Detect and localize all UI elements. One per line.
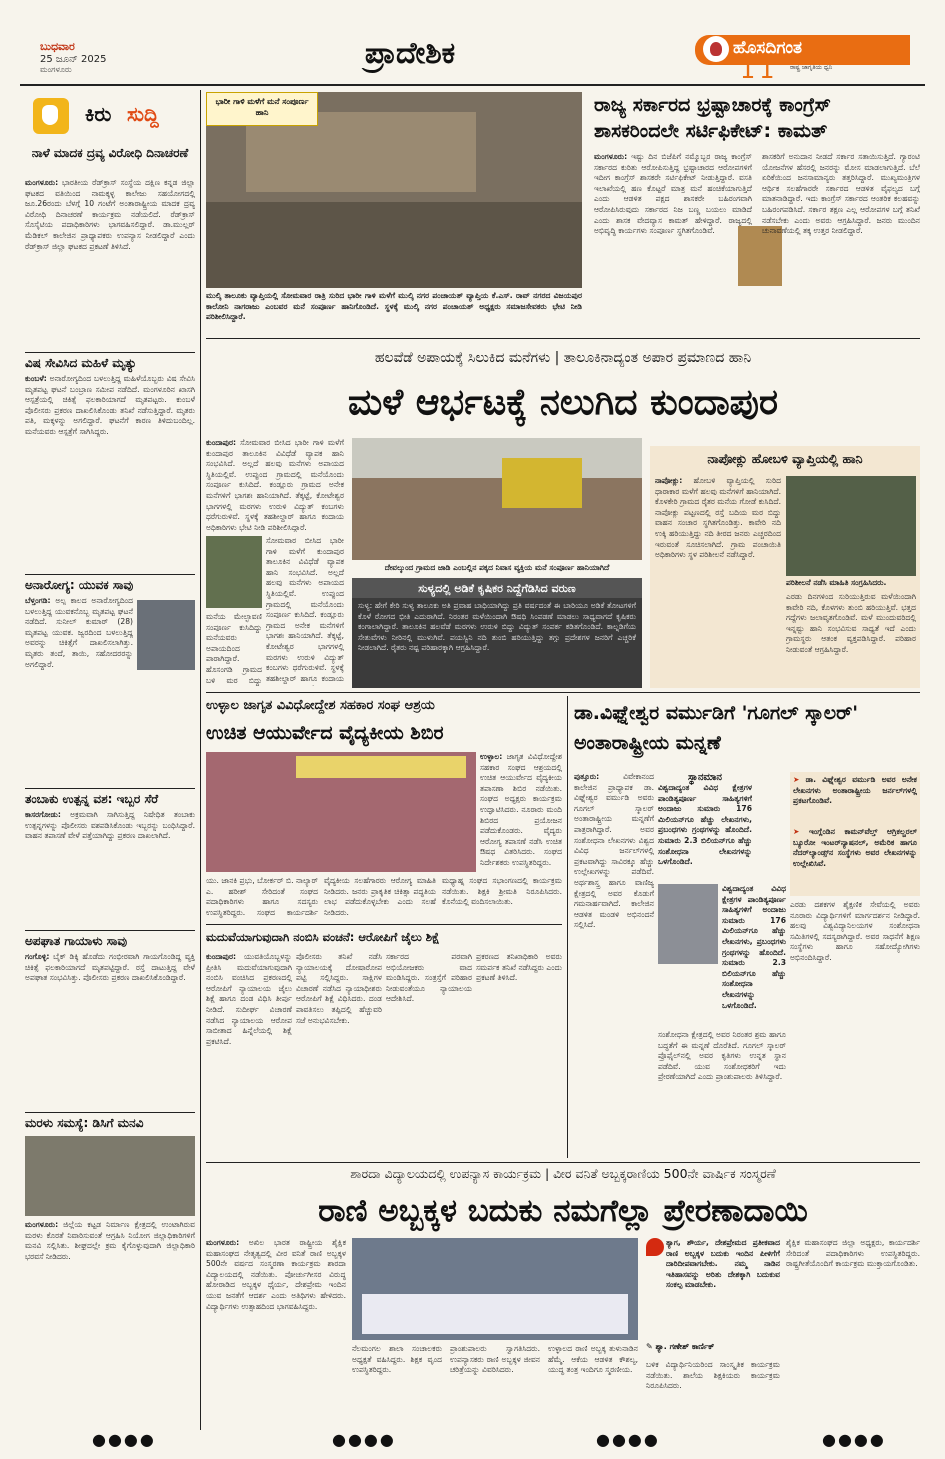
- brief-title: ಅಪಘಾತ ಗಾಯಾಳು ಸಾವು: [25, 934, 128, 948]
- abbakka-headline: ರಾಣಿ ಅಬ್ಬಕ್ಕಳ ಬದುಕು ನಮಗೆಲ್ಲಾ ಪ್ರೇರಣಾದಾಯಿ: [318, 1193, 808, 1229]
- scholar-col-3: ಎರಡು ದಶಕಗಳ ಶೈಕ್ಷಣಿಕ ಸೇವೆಯಲ್ಲಿ ಅವರು ನೂರಾರು ವಿದ್ಯಾರ್ಥಿಗಳಿಗೆ ಮಾರ್ಗದರ್ಶನ ನೀಡಿದ್ದಾರೆ. ಹಲವು ವಿಶ್ವವಿದ್ಯಾನಿಲಯಗಳ ಸಂಶೋಧನಾ ಸಮಿತಿಗಳಲ್ಲಿ ಸದಸ್ಯರಾಗಿದ್ದಾರೆ. ಅವರ ಸಾಧನೆಗೆ ಶಿಕ್ಷಣ ಸಂಸ್ಥೆಗಳು ಹಾಗೂ ಸಹೋದ್ಯೋಗಿಗಳು ಅಭಿನಂದಿಸಿದ್ದಾರೆ.: [790, 900, 920, 962]
- sullia-title: ಸುಳ್ಯದಲ್ಲಿ ಅಡಿಕೆ ಕೃಷಿಕರ ನಿದ್ದೆಗೆಡಿಸಿದ ವರುಣ: [352, 578, 642, 598]
- bullet-icon: ➤: [793, 827, 809, 836]
- kundapur-main-photo: [352, 438, 642, 560]
- napokklu-col-1: [655, 476, 781, 684]
- kundapur-small-photo: [206, 536, 262, 608]
- sullia-box: [352, 578, 642, 688]
- brief-5: [25, 934, 195, 1112]
- dateline: ಬೆಳ್ತಂಗಡಿ:: [25, 596, 51, 605]
- brief-title: ಅನಾರೋಗ್ಯ: ಯುವಕ ಸಾವು: [25, 578, 134, 592]
- abbakka-kicker: ಶಾರದಾ ವಿದ್ಯಾಲಯದಲ್ಲಿ ಉಪನ್ಯಾಸ ಕಾರ್ಯಕ್ರಮ | ವೀರ ವನಿತೆ ಅಬ್ಬಕ್ಕರಾಣಿಯ 500ನೇ ವಾರ್ಷಿಕ ಸಂಸ್ಮರಣೆ: [350, 1166, 776, 1181]
- quote-mark-icon: [646, 1238, 664, 1256]
- brief-title: ವಿಷ ಸೇವಿಸಿದ ಮಹಿಳೆ ಮೃತ್ಯು: [25, 356, 137, 370]
- napokklu-photo-caption: ಪರಿಶೀಲನೆ ನಡೆಸಿ ಮಾಹಿತಿ ಸಂಗ್ರಹಿಸಿದರು.: [786, 578, 887, 587]
- photo-badge-text: ಭಾರೀ ಗಾಳಿ ಮಳೆಗೆ ಮನೆ ಸಂಪೂರ್ಣ ಹಾನಿ: [215, 97, 309, 117]
- quote-author: ✎ ಶ್ಯಾ. ಗಣೇಶ್ ಕಾರ್ಣಿಕ್: [646, 1342, 715, 1351]
- lamp-icon: [710, 42, 722, 56]
- brief-1: [25, 146, 195, 348]
- divider: [25, 788, 195, 789]
- scholar-col-1-text: ವಿವೇಕಾನಂದ ಕಾಲೇಜಿನ ಪ್ರಾಧ್ಯಾಪಕ ಡಾ. ವಿಘ್ನೇಶ್ವರ ವರ್ಮುಡಿ ಅವರು ಗೂಗಲ್ ಸ್ಕಾಲರ್ ಅಂತಾರಾಷ್ಟ್ರೀಯ ಮನ್ನಣೆಗೆ ಪಾತ್ರರಾಗಿದ್ದಾರೆ. ಅವರ ಸಂಶೋಧನಾ ಲೇಖನಗಳು ವಿಶ್ವದ ವಿವಿಧ ಜರ್ನಲ್‌ಗಳಲ್ಲಿ ಪ್ರಕಟವಾಗಿದ್ದು ಸಾವಿರಕ್ಕೂ ಹೆಚ್ಚು ಉಲ್ಲೇಖಗಳನ್ನು ಪಡೆದಿವೆ. ಅರ್ಥಶಾಸ್ತ್ರ ಹಾಗೂ ವಾಣಿಜ್ಯ ಕ್ಷೇತ್ರದಲ್ಲಿ ಅವರ ಕೊಡುಗೆ ಗಮನಾರ್ಹವಾಗಿದೆ. ಕಾಲೇಜಿನ ಆಡಳಿತ ಮಂಡಳಿ ಅಭಿನಂದನೆ ಸಲ್ಲಿಸಿದೆ.: [574, 772, 654, 930]
- brief-4: [25, 792, 195, 902]
- abbakka-group-photo: [352, 1238, 638, 1340]
- masthead-date: 25 ಜೂನ್ 2025: [40, 54, 107, 65]
- top-photo-caption: ಮುಲ್ಕಿ ತಾಲೂಕು ವ್ಯಾಪ್ತಿಯಲ್ಲಿ ಸೋಮವಾರ ರಾತ್ರಿ ಸುರಿದ ಭಾರೀ ಗಾಳಿ ಮಳೆಗೆ ಮುಲ್ಕಿ ನಗರ ಪಂಚಾಯತ್ ವ್ಯಾಪ್ತಿಯ ಕೆ.ಎಸ್. ರಾವ್ ನಗರದ ವಿಜಯಪುರ ಕಾಲೋನಿ ನಾಗರಾಜು ಎಂಬವರ ಮನೆ ಸಂಪೂರ್ಣ ಹಾನಿಗೊಂಡಿದೆ. ಸ್ಥಳಕ್ಕೆ ಮುಲ್ಕಿ ನಗರ ಪಂಚಾಯತ್ ಅಧ್ಯಕ್ಷರು ಸಮಾಜಸೇವಕರು ಭೇಟಿ ನೀಡಿ ಪರಿಶೀಲಿಸಿದ್ದಾರೆ.: [206, 291, 582, 322]
- divider: [25, 930, 195, 931]
- dateline: ಉಳ್ಳಾಲ:: [480, 752, 503, 761]
- footer-dots-1: ●●●●: [92, 1430, 156, 1449]
- fraud-col-4: ಪ್ರಕರಣದ ತನಿಖಾಧಿಕಾರಿ ಅವರು ಸಮರ್ಪಕ ತನಿಖೆ ನಡೆಸಿದ್ದರು ಎಂದು ಪ್ರಕಟಣೆ ತಿಳಿಸಿದೆ.: [476, 952, 562, 983]
- date-block: [40, 40, 180, 75]
- section-rule: [206, 338, 920, 339]
- stage-banner: [296, 756, 466, 778]
- section-rule: [206, 1162, 920, 1163]
- abbakka-col-6: ಶೈಕ್ಷಿಕ ಮಹಾಸಂಘದ ಜಿಲ್ಲಾ ಅಧ್ಯಕ್ಷರು, ಕಾರ್ಯದರ್ಶಿ ಸೇರಿದಂತೆ ಪದಾಧಿಕಾರಿಗಳು ಉಪಸ್ಥಿತರಿದ್ದರು. ರಾಷ್ಟ್ರಗೀತೆಯೊಂದಿಗೆ ಕಾರ್ಯಕ್ರಮ ಮುಕ್ತಾಯಗೊಂಡಿತು.: [786, 1238, 920, 1269]
- dateline: ಕುಂಬಳೆ:: [25, 374, 47, 383]
- bullet-item: ➤ ಇಂಗ್ಲೆಂಡಿನ ಕಾಮನ್‌ವೆಲ್ತ್ ಆಗ್ರಿಕಲ್ಚರಲ್ ಬ್ಯೂರೋ ಇಂಟರ್‌ನ್ಯಾಷನಲ್, ಅಮೆರಿಕ ಹಾಗೂ ನೆದರ್‌ಲ್ಯಾಂಡ್ಸ್‌ನ ಸಂಸ್ಥೆಗಳು ಅವರ ಲೇಖನಗಳನ್ನು ಉಲ್ಲೇಖಿಸಿವೆ.: [793, 827, 917, 868]
- kundapur-col-1c: ಮನೆಯ ಮೇಲ್ಛಾವಣಿ ಸಂಪೂರ್ಣ ಕುಸಿದಿದ್ದು ಮನೆಯವರು ಅಪಾಯದಿಂದ ಪಾರಾಗಿದ್ದಾರೆ. ಹೊಸಂಗಡಿ ಗ್ರಾಮದ ಬಳಿ ಮರ ಬಿದ್ದು: [206, 612, 262, 685]
- brief-title: ನಾಳೆ ಮಾದಕ ದ್ರವ್ಯ ವಿರೋಧಿ ದಿನಾಚರಣೆ: [31, 146, 189, 160]
- dateline: ಮಂಗಳೂರು:: [206, 1238, 240, 1247]
- napokklu-photo: [786, 476, 916, 576]
- abbakka-col-4: ಉಳ್ಳಾಲದ ರಾಣಿ ಅಬ್ಬಕ್ಕ ತುಳುನಾಡಿನ ಹೆಮ್ಮೆ. ಆಕೆಯ ಆಡಳಿತ ಕೌಶಲ್ಯ, ಯುದ್ಧ ತಂತ್ರ ಇಂದಿಗೂ ಸ್ಮರಣೀಯ.: [548, 1344, 638, 1375]
- page-number: 11: [740, 56, 779, 84]
- dateline: ಕಾಸರಗೋಡು:: [25, 810, 61, 819]
- paper-name: ಹೊಸದಿಗಂತ: [733, 38, 803, 58]
- ullal-col-b3: ಮಧ್ಯಾಹ್ನ ಸಂಘದ ಸಭಾಂಗಣದಲ್ಲಿ ಕಾರ್ಯಕ್ರಮ ನಡೆಯಿತು. ಶಿಕ್ಷಕಿ ಶ್ರೀಮತಿ ನಿರೂಪಿಸಿದರು. ಕೊನೆಯಲ್ಲಿ ವಂದಿಸಲಾಯಿತು.: [442, 876, 562, 907]
- column-rule: [567, 696, 568, 1158]
- brief-body: ಅನಾರೋಗ್ಯದಿಂದ ಬಳಲುತ್ತಿದ್ದ ಮಹಿಳೆಯೊಬ್ಬರು ವಿಷ ಸೇವಿಸಿ ಮೃತಪಟ್ಟ ಘಟನೆ ಬಂಬ್ರಾಣ ಸಮೀಪ ನಡೆದಿದೆ. ಮಂಗಳೂರಿನ ಖಾಸಗಿ ಆಸ್ಪತ್ರೆಯಲ್ಲಿ ಚಿಕಿತ್ಸೆ ಫಲಕಾರಿಯಾಗದೆ ಮೃತಪಟ್ಟರು. ಕುಂಬಳೆ ಪೊಲೀಸರು ಪ್ರಕರಣ ದಾಖಲಿಸಿಕೊಂಡು ತನಿಖೆ ನಡೆಸುತ್ತಿದ್ದಾರೆ. ಮೃತರು ಪತಿ, ಮಕ್ಕಳನ್ನು ಅಗಲಿದ್ದಾರೆ. ಘಟನೆಗೆ ಕಾರಣ ತಿಳಿದುಬಂದಿಲ್ಲ. ಮನೆಯವರು ಆಸ್ಪತ್ರೆಗೆ ಸಾಗಿಸಿದ್ದರು.: [25, 374, 195, 436]
- sullia-body: ಸುಳ್ಯ: ಹೇಗೆ ಕೇರಿ ಸುಳ್ಯ ತಾಲೂಕು ಅತಿ ಪ್ರವಾಹ ಬಾಧಿಯಾಗಿದ್ದು ಪ್ರತಿ ವರ್ಷದಂತೆ ಈ ಬಾರಿಯೂ ಅಡಿಕೆ ತೋಟಗಳಿಗೆ ಕೊಳೆ ರೋಗದ ಭೀತಿ ಎದುರಾಗಿದೆ. ನಿರಂತರ ಮಳೆಯಿಂದಾಗಿ ಔಷಧಿ ಸಿಂಪಡಣೆ ಮಾಡಲು ಸಾಧ್ಯವಾಗದೆ ಕೃಷಿಕರು ಕಂಗಾಲಾಗಿದ್ದಾರೆ. ತಾಲೂಕಿನ ಹಲವೆಡೆ ಮರಗಳು ಉರುಳಿ ಬಿದ್ದು ವಿದ್ಯುತ್ ಸಂಪರ್ಕ ಕಡಿತಗೊಂಡಿದೆ. ಕಾಲ್ನಡಿಗೆಯ ಸೇತುವೆಗಳು ನೀರಿನಲ್ಲಿ ಮುಳುಗಿವೆ. ಪಯಸ್ವಿನಿ ನದಿ ತುಂಬಿ ಹರಿಯುತ್ತಿದ್ದು ತಗ್ಗು ಪ್ರದೇಶಗಳ ಜನರಿಗೆ ಎಚ್ಚರಿಕೆ ನೀಡಲಾಗಿದೆ. ರೈತರು ನಷ್ಟ ಪರಿಹಾರಕ್ಕಾಗಿ ಆಗ್ರಹಿಸಿದ್ದಾರೆ.: [358, 601, 636, 653]
- masthead: [0, 0, 945, 86]
- fraud-col-1-text: ಯುವತಿಯೊಬ್ಬಳನ್ನು ಪ್ರೀತಿಸಿ ಮದುವೆಯಾಗುವುದಾಗಿ ನಂಬಿಸಿ ವಂಚಿಸಿದ ಪ್ರಕರಣದಲ್ಲಿ ಆರೋಪಿಗೆ ನ್ಯಾಯಾಲಯ ಜೈಲು ಶಿಕ್ಷೆ ಹಾಗೂ ದಂಡ ವಿಧಿಸಿ ತೀರ್ಪು ನೀಡಿದೆ. ಸುದೀರ್ಘ ವಿಚಾರಣೆ ನಡೆಸಿದ ನ್ಯಾಯಾಲಯ ಆರೋಪ ಸಾಬೀತಾದ ಹಿನ್ನೆಲೆಯಲ್ಲಿ ಶಿಕ್ಷೆ ಪ್ರಕಟಿಸಿದೆ.: [206, 952, 292, 1046]
- napokklu-headline: ನಾಪೋಕ್ಲು ಹೋಬಳಿ ವ್ಯಾಪ್ತಿಯಲ್ಲಿ ಹಾನಿ: [707, 451, 863, 466]
- dateline: ಕುಂದಾಪುರ:: [206, 952, 237, 961]
- rubble: [206, 202, 582, 288]
- scholar-col-1: [574, 772, 654, 1158]
- brief-title: ತಂಬಾಕು ಉತ್ಪನ್ನ ವಶ: ಇಬ್ಬರ ಸೆರೆ: [25, 792, 159, 806]
- masthead-city: ಮಂಗಳೂರು: [40, 65, 72, 74]
- footer-dots-4: ●●●●: [822, 1430, 886, 1449]
- kundapur-headline: ಮಳೆ ಆರ್ಭಟಕ್ಕೆ ನಲುಗಿದ ಕುಂದಾಪುರ: [347, 382, 779, 423]
- brief-body: ಭಾರತೀಯ ರೆಡ್‌ಕ್ರಾಸ್ ಸಂಸ್ಥೆಯ ದಕ್ಷಿಣ ಕನ್ನಡ ಜಿಲ್ಲಾ ಘಟಕದ ವತಿಯಿಂದ ನಾಮಕ್ಕಳ್ಳ ಕಾಲೇಜು ಸಹಯೋಗದಲ್ಲಿ ಜೂ.26ರಂದು ಬೆಳಗ್ಗೆ 10 ಗಂಟೆಗೆ ಅಂತಾರಾಷ್ಟ್ರೀಯ ಮಾದಕ ದ್ರವ್ಯ ವಿರೋಧಿ ದಿನಾಚರಣೆ ಕಾರ್ಯಕ್ರಮ ನಡೆಯಲಿದೆ. ರೆಡ್‌ಕ್ರಾಸ್ ಸೊಸೈಟಿಯ ಪದಾಧಿಕಾರಿಗಳು ಭಾಗವಹಿಸಲಿದ್ದಾರೆ. ಡಾ.ಮುಲ್ಲರ್ ಮೆಡಿಕಲ್ ಕಾಲೇಜಿನ ಪ್ರಾಧ್ಯಾಪಕರು ಉಪನ್ಯಾಸ ನೀಡಲಿದ್ದಾರೆ ಎಂದು ರೆಡ್‌ಕ್ರಾಸ್ ಜಿಲ್ಲಾ ಘಟಕದ ಪ್ರಕಟಣೆ ತಿಳಿಸಿದೆ.: [25, 178, 195, 251]
- abbakka-col-3: ಪ್ರಾಂಶುಪಾಲರು ಸ್ವಾಗತಿಸಿದರು. ಉಪನ್ಯಾಸಕರು ರಾಣಿ ಅಬ್ಬಕ್ಕಳ ಜೀವನ ಚರಿತ್ರೆಯನ್ನು ವಿವರಿಸಿದರು.: [450, 1344, 540, 1375]
- honor-body: ವಿಶ್ವದಾದ್ಯಂತ ವಿವಿಧ ಕ್ಷೇತ್ರಗಳ ಪಾಂಡಿತ್ಯಪೂರ್ಣ ಸಾಹಿತ್ಯಗಳಿಗೆ ಅಂದಾಜು ಸುಮಾರು 176 ಮಿಲಿಯನ್‌ಗೂ ಹೆಚ್ಚು ಲೇಖನಗಳು, ಪ್ರಬಂಧಗಳು ಗ್ರಂಥಗಳನ್ನು ಹೊಂದಿದೆ. ಸುಮಾರು 2.3 ಬಿಲಿಯನ್‌ಗೂ ಹೆಚ್ಚು ಸಂಶೋಧನಾ ಲೇಖನಗಳನ್ನು ಒಳಗೊಂಡಿದೆ.: [658, 783, 752, 867]
- ullal-col-b2: ವೈದ್ಯಕೀಯ ಸಲಹೆಗಾರರು ಆರೋಗ್ಯ ಮಾಹಿತಿ ನೀಡಿದರು. ಜನರು ಪ್ರಾಕೃತಿಕ ಚಿಕಿತ್ಸಾ ಪದ್ಧತಿಯ ಲಾಭ ಪಡೆದುಕೊಳ್ಳಬೇಕು ಎಂದು ಸಲಹೆ ನೀಡಿದರು.: [324, 876, 436, 917]
- kundapur-col-1-text: ಸೋಮವಾರ ಬೀಸಿದ ಭಾರೀ ಗಾಳಿ ಮಳೆಗೆ ಕುಂದಾಪುರ ತಾಲೂಕಿನ ವಿವಿಧೆಡೆ ವ್ಯಾಪಕ ಹಾನಿ ಸಂಭವಿಸಿದೆ. ಅಲ್ಲದೆ ಹಲವು ಮನೆಗಳು ಅಪಾಯದ ಸ್ಥಿತಿಯಲ್ಲಿವೆ. ಉಪ್ಪುಂದ ಗ್ರಾಮದಲ್ಲಿ ಮನೆಯೊಂದು ಸಂಪೂರ್ಣ ಕುಸಿದಿದೆ. ಕಂಡ್ಲೂರು ಗ್ರಾಮದ ಅನೇಕ ಮನೆಗಳಿಗೆ ಭಾಗಶಃ ಹಾನಿಯಾಗಿದೆ. ತೆಕ್ಕಟ್ಟೆ, ಕೋಟೇಶ್ವರ ಭಾಗಗಳಲ್ಲಿ ಮರಗಳು ಉರುಳಿ ವಿದ್ಯುತ್ ಕಂಬಗಳು ಧರೆಗುರುಳಿವೆ. ಸ್ಥಳಕ್ಕೆ ತಹಶೀಲ್ದಾರ್ ಹಾಗೂ ಕಂದಾಯ ಅಧಿಕಾರಿಗಳು ಭೇಟಿ ನೀಡಿ ಪರಿಶೀಲಿಸಿದ್ದಾರೆ.: [206, 438, 344, 532]
- bullet-icon: ➤: [793, 775, 806, 784]
- column-rule: [200, 90, 201, 1430]
- kundapur-col-1: [206, 438, 344, 532]
- quote-text: ತ್ಯಾಗ, ಶೌರ್ಯ, ದೇಶಪ್ರೇಮದ ಪ್ರತೀಕವಾದ ರಾಣಿ ಅಬ್ಬಕ್ಕಳ ಬದುಕು ಇಂದಿನ ಪೀಳಿಗೆಗೆ ದಾರಿದೀಪವಾಗಬೇಕು. ನಮ್ಮ ನಾಡಿನ ಇತಿಹಾಸವನ್ನು ಅರಿತು ದೇಶಕ್ಕಾಗಿ ಬದುಕುವ ಸಂಕಲ್ಪ ಮಾಡಬೇಕು.: [666, 1238, 780, 1290]
- napokklu-col-2: ಎರಡು ದಿನಗಳಿಂದ ಸುರಿಯುತ್ತಿರುವ ಮಳೆಯಿಂದಾಗಿ ಕಾವೇರಿ ನದಿ, ಕೊಳಗಳು ತುಂಬಿ ಹರಿಯುತ್ತಿವೆ. ಭತ್ತದ ಗದ್ದೆಗಳು ಜಲಾವೃತಗೊಂಡಿವೆ. ಮಳೆ ಮುಂದುವರಿದಲ್ಲಿ ಇನ್ನಷ್ಟು ಹಾನಿ ಸಂಭವಿಸುವ ಸಾಧ್ಯತೆ ಇದೆ ಎಂದು ಗ್ರಾಮಸ್ಥರು ಆತಂಕ ವ್ಯಕ್ತಪಡಿಸಿದ್ದಾರೆ. ಪರಿಹಾರ ನೀಡುವಂತೆ ಆಗ್ರಹಿಸಿದ್ದಾರೆ.: [786, 592, 916, 654]
- footer-dots-3: ●●●●: [596, 1430, 660, 1449]
- kundapur-photo-caption: ದೇವಲ್ಕುಂದ ಗ್ರಾಮದ ಜಾಡಿ ಎಂಬಲ್ಲಿನ ಪಕ್ಕದ ನಿವಾಸ ವ್ಯಕ್ತಿಯ ಮನೆ ಸಂಪೂರ್ಣ ಹಾನಿಯಾಗಿದೆ: [384, 563, 610, 572]
- abbakka-col-1-text: ಅಖಿಲ ಭಾರತ ರಾಷ್ಟ್ರೀಯ ಶೈಕ್ಷಿಕ ಮಹಾಸಂಘದ ನೇತೃತ್ವದಲ್ಲಿ ವೀರ ವನಿತೆ ರಾಣಿ ಅಬ್ಬಕ್ಕಳ 500ನೇ ವರ್ಷದ ಸಂಸ್ಮರಣಾ ಕಾರ್ಯಕ್ರಮ ಶಾರದಾ ವಿದ್ಯಾಲಯದಲ್ಲಿ ನಡೆಯಿತು. ಪೋರ್ಚುಗೀಸರ ವಿರುದ್ಧ ಹೋರಾಡಿದ ಅಬ್ಬಕ್ಕಳ ಧೈರ್ಯ, ದೇಶಪ್ರೇಮ ಇಂದಿನ ಯುವ ಜನತೆಗೆ ಆದರ್ಶ ಎಂದು ಅತಿಥಿಗಳು ಹೇಳಿದರು. ವಿದ್ಯಾರ್ಥಿಗಳು ಉತ್ಸಾಹದಿಂದ ಭಾಗವಹಿಸಿದ್ದರು.: [206, 1238, 346, 1311]
- quote-box: [646, 1238, 780, 1356]
- bullet-list: [790, 772, 920, 896]
- dateline: ಮಂಗಳೂರು:: [25, 178, 59, 187]
- dateline: ಮಂಗಳೂರು:: [25, 1220, 59, 1229]
- masthead-day: ಬುಧವಾರ: [40, 40, 75, 53]
- tarp: [502, 458, 582, 508]
- photo-badge: [206, 92, 318, 126]
- brief-prefix: ಕಿರು: [85, 102, 112, 126]
- pen-icon: ✎: [646, 1342, 656, 1351]
- ullal-kicker: ಉಳ್ಳಾಲ ಜಾಗೃತ ವಿವಿಧೋದ್ದೇಶ ಸಹಕಾರ ಸಂಘ ಆಶ್ರಯ: [206, 698, 435, 713]
- napokklu-box: [650, 446, 920, 688]
- brief-title: ಮರಳು ಸಮಸ್ಯೆ: ಡಿಸಿಗೆ ಮನವಿ: [25, 1116, 144, 1130]
- dateline: ಪುತ್ತೂರು:: [574, 772, 600, 781]
- fraud-col-1: [206, 952, 292, 1158]
- kamath-col-1-text: ಇಷ್ಟು ದಿನ ಬಿಜೆಪಿಗೆ ನಮ್ಮೊಬ್ಬರ ರಾಜ್ಯ ಕಾಂಗ್ರೆಸ್ ಸರ್ಕಾರದ ಕುರಿತು ಆರೋಪಿಸುತ್ತಿದ್ದ ಭ್ರಷ್ಟಾಚಾರದ ಆರೋಪಗಳಿಗೆ ಇದೀಗ ಕಾಂಗ್ರೆಸ್ ಶಾಸಕರೇ ಸರ್ಟಿಫಿಕೇಟ್ ನೀಡುತ್ತಿದ್ದಾರೆ. ವಸತಿ ಇಲಾಖೆಯಲ್ಲಿ ಹಣ ಕೊಟ್ಟರೆ ಮಾತ್ರ ಮನೆ ಹಂಚಿಕೆಯಾಗುತ್ತಿದೆ ಎಂದು ಆಡಳಿತ ಪಕ್ಷದ ಶಾಸಕರೇ ಬಹಿರಂಗವಾಗಿ ಆರೋಪಿಸಿರುವುದು ಸರ್ಕಾರದ ನಿಜ ಬಣ್ಣ ಬಯಲು ಮಾಡಿದೆ ಎಂದು ಶಾಸಕ ವೇದವ್ಯಾಸ ಕಾಮತ್ ಹೇಳಿದ್ದಾರೆ. ರಾಜ್ಯದಲ್ಲಿ ಅಭಿವೃದ್ಧಿ ಕಾರ್ಯಗಳು ಸಂಪೂರ್ಣ ಸ್ಥಗಿತಗೊಂಡಿವೆ.: [594, 152, 752, 236]
- ullal-col-right-text: ಜಾಗೃತ ವಿವಿಧೋದ್ದೇಶ ಸಹಕಾರ ಸಂಘದ ಆಶ್ರಯದಲ್ಲಿ ಉಚಿತ ಆಯುರ್ವೇದ ವೈದ್ಯಕೀಯ ತಪಾಸಣಾ ಶಿಬಿರ ನಡೆಯಿತು. ಸಂಘದ ಅಧ್ಯಕ್ಷರು ಕಾರ್ಯಕ್ರಮ ಉದ್ಘಾಟಿಸಿದರು. ನೂರಾರು ಮಂದಿ ಶಿಬಿರದ ಪ್ರಯೋಜನ ಪಡೆದುಕೊಂಡರು. ವೈದ್ಯರು ಆರೋಗ್ಯ ತಪಾಸಣೆ ನಡೆಸಿ ಉಚಿತ ಔಷಧ ವಿತರಿಸಿದರು. ಸಂಘದ ನಿರ್ದೇಶಕರು ಉಪಸ್ಥಿತರಿದ್ದರು.: [480, 752, 562, 867]
- scholar-headline: ಡಾ.ವಿಘ್ನೇಶ್ವರ ವರ್ಮುಡಿಗೆ 'ಗೂಗಲ್ ಸ್ಕಾಲರ್' ಅಂತಾರಾಷ್ಟ್ರೀಯ ಮನ್ನಣೆ: [574, 702, 859, 754]
- napokklu-col-1-text: ಹೋಬಳಿ ವ್ಯಾಪ್ತಿಯಲ್ಲಿ ಸುರಿದ ಧಾರಾಕಾರ ಮಳೆಗೆ ಹಲವು ಮನೆಗಳಿಗೆ ಹಾನಿಯಾಗಿದೆ. ಕೊಳಕೇರಿ ಗ್ರಾಮದ ರೈತರ ಮನೆಯ ಗೋಡೆ ಕುಸಿದಿದೆ. ನಾಪೋಕ್ಲು ಪಟ್ಟಣದಲ್ಲಿ ರಸ್ತೆ ಬದಿಯ ಮರ ಬಿದ್ದು ವಾಹನ ಸಂಚಾರ ಸ್ಥಗಿತಗೊಂಡಿತ್ತು. ಕಾವೇರಿ ನದಿ ಉಕ್ಕಿ ಹರಿಯುತ್ತಿದ್ದು ನದಿ ತೀರದ ಜನರು ಎಚ್ಚರದಿಂದ ಇರುವಂತೆ ಸೂಚಿಸಲಾಗಿದೆ. ಗ್ರಾಮ ಪಂಚಾಯಿತಿ ಅಧಿಕಾರಿಗಳು ಸ್ಥಳ ಪರಿಶೀಲನೆ ನಡೆಸಿದ್ದಾರೆ.: [655, 476, 781, 560]
- honor-body-2: ವಿಶ್ವದಾದ್ಯಂತ ವಿವಿಧ ಕ್ಷೇತ್ರಗಳ ಪಾಂಡಿತ್ಯಪೂರ್ಣ ಸಾಹಿತ್ಯಗಳಿಗೆ ಅಂದಾಜು ಸುಮಾರು 176 ಮಿಲಿಯನ್‌ಗೂ ಹೆಚ್ಚು ಲೇಖನಗಳು, ಪ್ರಬಂಧಗಳು ಗ್ರಂಥಗಳನ್ನು ಹೊಂದಿದೆ. ಸುಮಾರು 2.3 ಬಿಲಿಯನ್‌ಗೂ ಹೆಚ್ಚು ಸಂಶೋಧನಾ ಲೇಖನಗಳನ್ನು ಒಳಗೊಂಡಿದೆ.: [722, 884, 786, 1010]
- brief-body: ಬೈಕ್ ಡಿಕ್ಕಿ ಹೊಡೆದು ಗಂಭೀರವಾಗಿ ಗಾಯಗೊಂಡಿದ್ದ ವ್ಯಕ್ತಿ ಚಿಕಿತ್ಸೆ ಫಲಕಾರಿಯಾಗದೆ ಮೃತಪಟ್ಟಿದ್ದಾರೆ. ರಸ್ತೆ ದಾಟುತ್ತಿದ್ದ ವೇಳೆ ಅಪಘಾತ ಸಂಭವಿಸಿತ್ತು. ಪೊಲೀಸರು ಪ್ರಕರಣ ದಾಖಲಿಸಿಕೊಂಡಿದ್ದಾರೆ.: [25, 952, 195, 983]
- students-row: [362, 1294, 628, 1334]
- section-rule: [206, 924, 562, 925]
- abbakka-col-1: [206, 1238, 346, 1432]
- footer-dots-2: ●●●●: [332, 1430, 396, 1449]
- brief-6: [25, 1116, 195, 1430]
- scholar-col-b: ಸಂಶೋಧನಾ ಕ್ಷೇತ್ರದಲ್ಲಿ ಅವರ ನಿರಂತರ ಶ್ರಮ ಹಾಗೂ ಬದ್ಧತೆಗೆ ಈ ಮನ್ನಣೆ ದೊರೆತಿದೆ. ಗೂಗಲ್ ಸ್ಕಾಲರ್ ಪ್ರೊಫೈಲ್‌ನಲ್ಲಿ ಅವರ ಕೃತಿಗಳು ಉನ್ನತ ಸ್ಥಾನ ಪಡೆದಿವೆ. ಯುವ ಸಂಶೋಧಕರಿಗೆ ಇದು ಪ್ರೇರಣೆಯಾಗಿದೆ ಎಂದು ಪ್ರಾಂಶುಪಾಲರು ತಿಳಿಸಿದ್ದಾರೆ.: [658, 1030, 786, 1082]
- brief-suffix: ಸುದ್ದಿ: [127, 102, 159, 126]
- sky: [352, 438, 642, 478]
- scholar-portrait: [658, 884, 718, 964]
- kamath-headline: ರಾಜ್ಯ ಸರ್ಕಾರದ ಭ್ರಷ್ಟಾಚಾರಕ್ಕೆ ಕಾಂಗ್ರೆಸ್ ಶಾಸಕರಿಂದಲೇ ಸರ್ಟಿಫಿಕೇಟ್: ಕಾಮತ್: [594, 94, 831, 142]
- paper-tagline: ರಾಷ್ಟ್ರ ಜಾಗೃತಿಯ ಧ್ವನಿ: [790, 64, 833, 71]
- kundapur-kicker: ಹಲವೆಡೆ ಅಪಾಯಕ್ಕೆ ಸಿಲುಕಿದ ಮನೆಗಳು | ತಾಲೂಕಿನಾದ್ಯಂತ ಅಪಾರ ಪ್ರಮಾಣದ ಹಾನಿ: [374, 350, 752, 366]
- kamath-col-2: ಶಾಸಕರಿಗೆ ಅನುದಾನ ನೀಡದೆ ಸರ್ಕಾರ ಸತಾಯಿಸುತ್ತಿದೆ. ಗ್ಯಾರಂಟಿ ಯೋಜನೆಗಳ ಹೆಸರಲ್ಲಿ ಜನರನ್ನು ಮೋಸ ಮಾಡಲಾಗುತ್ತಿದೆ. ಬೆಲೆ ಏರಿಕೆಯಿಂದ ಜನಸಾಮಾನ್ಯರು ತತ್ತರಿಸಿದ್ದಾರೆ. ಮುಖ್ಯಮಂತ್ರಿಗಳ ಆರ್ಥಿಕ ಸಲಹೆಗಾರರೇ ಸರ್ಕಾರದ ಆಡಳಿತ ವೈಫಲ್ಯದ ಬಗ್ಗೆ ಮಾತನಾಡಿದ್ದಾರೆ. ಇದು ಕಾಂಗ್ರೆಸ್ ಸರ್ಕಾರದ ಆಂತರಿಕ ಕಲಹವನ್ನು ಬಹಿರಂಗಪಡಿಸಿದೆ. ಸರ್ಕಾರ ತಕ್ಷಣ ಎಲ್ಲ ಆರೋಪಗಳ ಬಗ್ಗೆ ತನಿಖೆ ನಡೆಸಬೇಕು ಎಂದು ಅವರು ಆಗ್ರಹಿಸಿದ್ದಾರೆ. ಜನರು ಮುಂದಿನ ಚುನಾವಣೆಯಲ್ಲಿ ತಕ್ಕ ಉತ್ತರ ನೀಡಲಿದ್ದಾರೆ.: [762, 152, 920, 236]
- abbakka-col-5: ಬಳಿಕ ವಿದ್ಯಾರ್ಥಿನಿಯರಿಂದ ಸಾಂಸ್ಕೃತಿಕ ಕಾರ್ಯಕ್ರಮ ನಡೆಯಿತು. ಶಾಲೆಯ ಶಿಕ್ಷಕಿಯರು ಕಾರ್ಯಕ್ರಮ ನಿರೂಪಿಸಿದರು.: [646, 1360, 780, 1391]
- divider: [25, 1112, 195, 1113]
- memorandum-photo: [25, 1136, 195, 1216]
- abbakka-col-2: ನೆಲಮಂಗಲ ಶಾಲಾ ಸಂಚಾಲಕರು ಅಧ್ಯಕ್ಷತೆ ವಹಿಸಿದ್ದರು. ಶಿಕ್ಷಕ ವೃಂದ ಉಪಸ್ಥಿತರಿದ್ದರು.: [352, 1344, 442, 1375]
- left-column: [25, 142, 195, 1432]
- honor-box: [658, 772, 752, 882]
- dateline: ಮಂಗಳೂರು:: [594, 152, 628, 161]
- dateline: ನಾಪೋಕ್ಲು:: [655, 476, 683, 485]
- dateline: ಕುಂದಾಪುರ:: [206, 438, 237, 447]
- brief-body: ಅಲ್ಪ ಕಾಲದ ಅನಾರೋಗ್ಯದಿಂದ ಬಳಲುತ್ತಿದ್ದ ಯುವಕನೊಬ್ಬ ಮೃತಪಟ್ಟ ಘಟನೆ ನಡೆದಿದೆ. ಸುನೀಲ್ ಕುಮಾರ್ (28) ಮೃತಪಟ್ಟ ಯುವಕ. ಜ್ವರದಿಂದ ಬಳಲುತ್ತಿದ್ದ ಅವರನ್ನು ಚಿಕಿತ್ಸೆಗೆ ದಾಖಲಿಸಲಾಗಿತ್ತು. ಮೃತರು ತಂದೆ, ತಾಯಿ, ಸಹೋದರರನ್ನು ಅಗಲಿದ್ದಾರೆ.: [25, 596, 133, 669]
- brief-3: [25, 578, 195, 796]
- kundapur-col-1b: ಸೋಮವಾರ ಬೀಸಿದ ಭಾರೀ ಗಾಳಿ ಮಳೆಗೆ ಕುಂದಾಪುರ ತಾಲೂಕಿನ ವಿವಿಧೆಡೆ ವ್ಯಾಪಕ ಹಾನಿ ಸಂಭವಿಸಿದೆ. ಅಲ್ಲದೆ ಹಲವು ಮನೆಗಳು ಅಪಾಯದ ಸ್ಥಿತಿಯಲ್ಲಿವೆ. ಉಪ್ಪುಂದ ಗ್ರಾಮದಲ್ಲಿ ಮನೆಯೊಂದು ಸಂಪೂರ್ಣ ಕುಸಿದಿದೆ. ಕಂಡ್ಲೂರು ಗ್ರಾಮದ ಅನೇಕ ಮನೆಗಳಿಗೆ ಭಾಗಶಃ ಹಾನಿಯಾಗಿದೆ. ತೆಕ್ಕಟ್ಟೆ, ಕೋಟೇಶ್ವರ ಭಾಗಗಳಲ್ಲಿ ಮರಗಳು ಉರುಳಿ ವಿದ್ಯುತ್ ಕಂಬಗಳು ಧರೆಗುರುಳಿವೆ. ಸ್ಥಳಕ್ಕೆ ತಹಶೀಲ್ದಾರ್ ಹಾಗೂ ಕಂದಾಯ: [266, 536, 344, 683]
- fraud-col-3: ಸರ್ಕಾರದ ಪರವಾಗಿ ಅಭಿಯೋಜಕರು ವಾದ ಮಂಡಿಸಿದ್ದರು. ಸಂತ್ರಸ್ತೆಗೆ ಪರಿಹಾರ ನೀಡುವಂತೆಯೂ ನ್ಯಾಯಾಲಯ ಆದೇಶಿಸಿದೆ.: [386, 952, 472, 1004]
- ullal-photo: [206, 752, 476, 872]
- dateline: ಗಂಗೊಳ್ಳಿ:: [25, 952, 50, 961]
- fraud-headline: ಮದುವೆಯಾಗುವುದಾಗಿ ನಂಬಿಸಿ ವಂಚನೆ: ಆರೋಪಿಗೆ ಜೈಲು ಶಿಕ್ಷೆ: [206, 930, 440, 944]
- bullet-item: ➤ ಡಾ. ವಿಘ್ನೇಶ್ವರ ವರ್ಮುಡಿ ಅವರ ಅನೇಕ ಲೇಖನಗಳು ಅಂತಾರಾಷ್ಟ್ರೀಯ ಜರ್ನಲ್‌ಗಳಲ್ಲಿ ಪ್ರಕಟಗೊಂಡಿವೆ.: [793, 775, 917, 806]
- finger-icon: [42, 105, 58, 125]
- divider: [25, 574, 195, 575]
- brief-header: [25, 92, 195, 136]
- youth-photo: [137, 600, 195, 670]
- masthead-rule: [20, 84, 925, 86]
- divider: [25, 352, 195, 353]
- section-rule: [206, 692, 920, 693]
- ullal-headline: ಉಚಿತ ಆಯುರ್ವೇದ ವೈದ್ಯಕೀಯ ಶಿಬಿರ: [206, 722, 444, 744]
- ullal-col-b1: ಯು. ಜಾನಕಿ ಪ್ರಭು, ಬೋರ್ಕರ್ ಬಿ. ನಾಲ್ಯಾರ್ ಎ. ಹರೀಶ್ ಸೇರಿದಂತೆ ಸಂಘದ ಪದಾಧಿಕಾರಿಗಳು ಹಾಗೂ ಸದಸ್ಯರು ಉಪಸ್ಥಿತರಿದ್ದರು. ಸಂಘದ ಕಾರ್ಯದರ್ಶಿ: [206, 876, 318, 917]
- kamath-col-1: [594, 152, 752, 336]
- section-title: ಪ್ರಾದೇಶಿಕ: [364, 36, 456, 71]
- brief-body: ಅಕ್ರಮವಾಗಿ ಸಾಗಿಸುತ್ತಿದ್ದ ನಿಷೇಧಿತ ತಂಬಾಕು ಉತ್ಪನ್ನಗಳನ್ನು ಪೊಲೀಸರು ವಶಪಡಿಸಿಕೊಂಡು ಇಬ್ಬರನ್ನು ಬಂಧಿಸಿದ್ದಾರೆ. ವಾಹನ ತಪಾಸಣೆ ವೇಳೆ ಪತ್ತೆಯಾಗಿದ್ದು ಪ್ರಕರಣ ದಾಖಲಾಗಿದೆ.: [25, 810, 195, 841]
- fraud-col-2: ಪೊಲೀಸರು ತನಿಖೆ ನಡೆಸಿ ನ್ಯಾಯಾಲಯಕ್ಕೆ ದೋಷಾರೋಪ ಪಟ್ಟಿ ಸಲ್ಲಿಸಿದ್ದರು. ಸಾಕ್ಷಿಗಳ ವಿಚಾರಣೆ ನಡೆಸಿದ ನ್ಯಾಯಾಧೀಶರು ಆರೋಪಿಗೆ ಶಿಕ್ಷೆ ವಿಧಿಸಿದರು. ದಂಡ ಪಾವತಿಸಲು ತಪ್ಪಿದಲ್ಲಿ ಹೆಚ್ಚುವರಿ ಸಜೆ ಅನುಭವಿಸಬೇಕು.: [296, 952, 382, 1025]
- brief-body: ಜಿಲ್ಲೆಯ ಕಟ್ಟಡ ನಿರ್ಮಾಣ ಕ್ಷೇತ್ರದಲ್ಲಿ ಉಂಟಾಗಿರುವ ಮರಳು ಕೊರತೆ ನಿವಾರಿಸುವಂತೆ ಆಗ್ರಹಿಸಿ ನಿಯೋಗ ಜಿಲ್ಲಾಧಿಕಾರಿಗಳಿಗೆ ಮನವಿ ಸಲ್ಲಿಸಿತು. ಶೀಘ್ರದಲ್ಲೇ ಕ್ರಮ ಕೈಗೊಳ್ಳುವುದಾಗಿ ಜಿಲ್ಲಾಧಿಕಾರಿ ಭರವಸೆ ನೀಡಿದರು.: [25, 1220, 195, 1261]
- ullal-col-right: [480, 752, 562, 872]
- honor-title: ಸ್ಥಾನಮಾನ: [687, 772, 722, 783]
